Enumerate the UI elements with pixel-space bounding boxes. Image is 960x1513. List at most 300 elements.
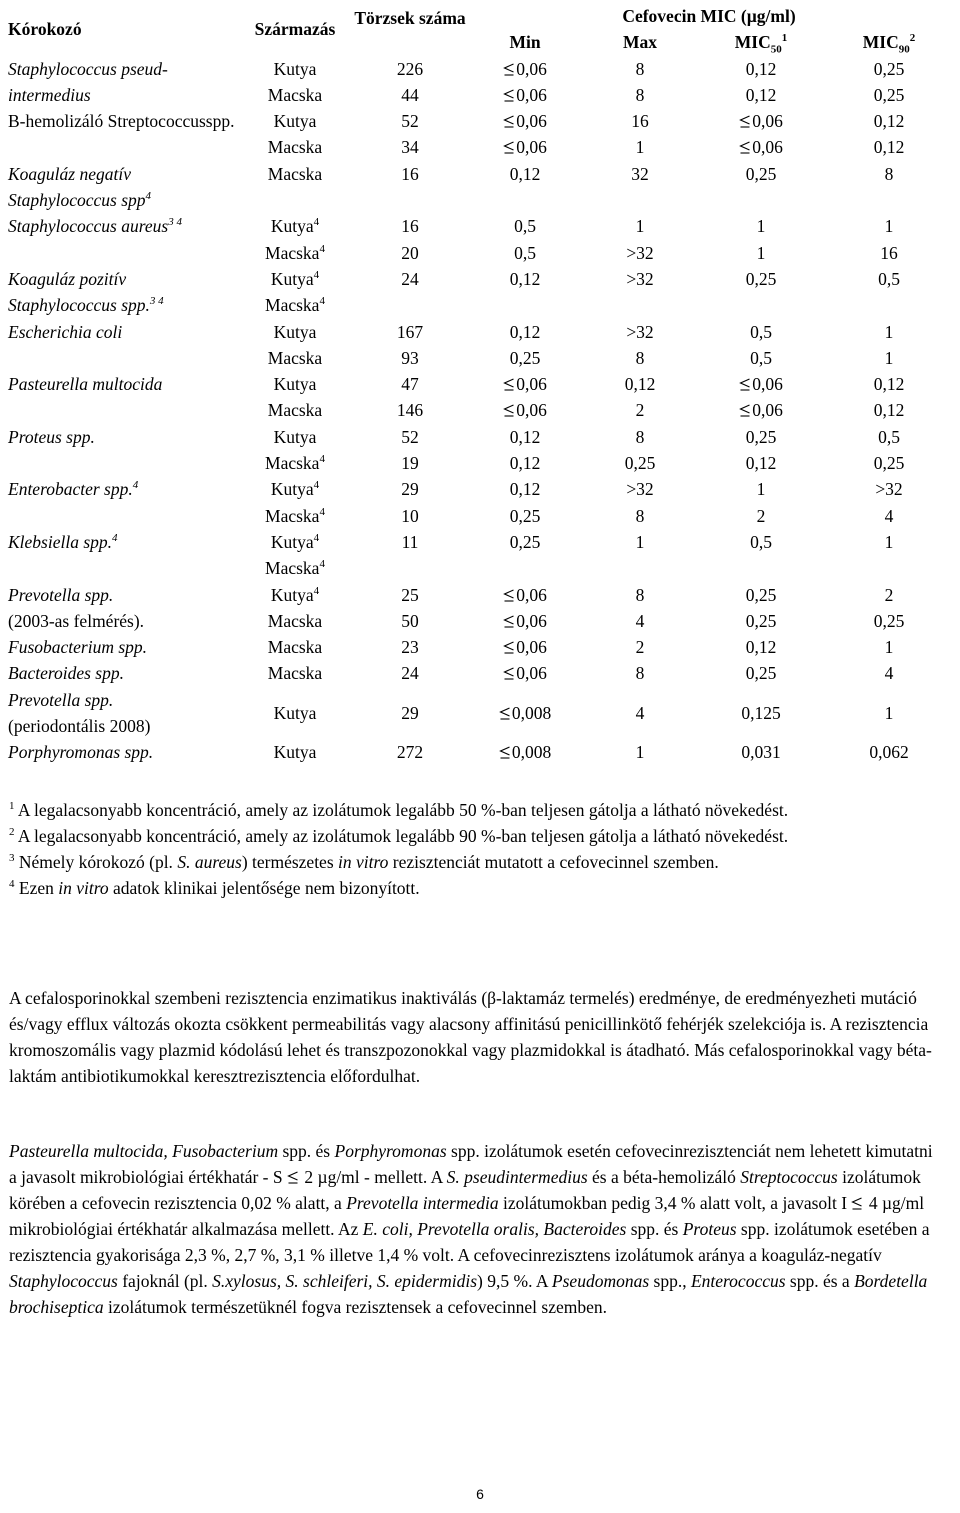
less-equal-symbol xyxy=(739,404,751,418)
p2-italic: Proteus xyxy=(682,1219,737,1239)
table-row xyxy=(8,476,952,502)
min-cell-value: 0,5 xyxy=(514,216,536,237)
max-cell xyxy=(584,529,696,555)
mic50-cell-value: 0,12 xyxy=(745,637,777,658)
mic50-cell xyxy=(696,371,826,397)
table-row xyxy=(8,660,952,686)
footnote-ref: 4 xyxy=(112,532,118,545)
min-cell-value: 0,25 xyxy=(509,505,541,526)
mic90-cell xyxy=(826,108,952,134)
less-equal-symbol xyxy=(739,141,751,155)
min-cell xyxy=(466,134,584,160)
pathogen-name xyxy=(8,371,236,424)
mic90-cell-value: 16 xyxy=(880,242,898,263)
table-row xyxy=(8,371,952,397)
strain-count-cell xyxy=(354,292,466,318)
strain-count-cell-value: 19 xyxy=(401,453,419,474)
strain-count-cell xyxy=(354,660,466,686)
p2-s1-italic: Pasteurella multocida, Fusobacterium xyxy=(9,1141,279,1161)
origin-value: Macska xyxy=(265,505,320,526)
strain-count-cell-value: 24 xyxy=(401,268,419,289)
table-row xyxy=(8,424,952,450)
table-row xyxy=(8,108,952,134)
max-cell xyxy=(584,476,696,502)
strain-count-cell-value: 50 xyxy=(401,610,419,631)
footnote-text: ) természetes xyxy=(241,852,339,872)
less-equal-symbol xyxy=(503,63,515,77)
p2-text: izolátumokban pedig 3,4 % alatt volt, a javasolt I xyxy=(498,1193,852,1213)
mic50-cell-value: 0,125 xyxy=(741,702,781,723)
mic90-cell-value: 1 xyxy=(884,347,894,368)
strain-count-cell xyxy=(354,687,466,740)
min-cell xyxy=(466,345,584,371)
pathogen-label: Klebsiella spp. xyxy=(8,531,113,552)
strain-count-cell-value: 25 xyxy=(401,584,419,605)
mic50-cell xyxy=(696,424,826,450)
less-equal-symbol xyxy=(499,707,511,721)
mic50-cell-value: 0,5 xyxy=(750,321,772,342)
min-cell xyxy=(466,397,584,423)
header-max: Max xyxy=(622,32,658,53)
mic50-cell xyxy=(696,450,826,476)
max-cell xyxy=(584,345,696,371)
mic50-cell-value: 1 xyxy=(756,242,766,263)
min-cell xyxy=(466,634,584,660)
mic90-cell-value: 0,25 xyxy=(873,84,905,105)
mic90-cell xyxy=(826,266,952,292)
mic50-cell xyxy=(696,397,826,423)
max-cell-value: >32 xyxy=(626,321,654,342)
strain-count-cell-value: 34 xyxy=(401,137,419,158)
footnote-ref: 4 xyxy=(319,453,325,466)
mic90-cell-value: 0,5 xyxy=(878,426,900,447)
strain-count-cell xyxy=(354,371,466,397)
max-cell xyxy=(584,319,696,345)
p2-italic: Streptococcus xyxy=(740,1167,838,1187)
pathogen-name xyxy=(8,739,236,765)
strain-count-cell xyxy=(354,397,466,423)
max-cell xyxy=(584,292,696,318)
min-cell-value: 0,06 xyxy=(516,374,547,395)
p2-text: spp. izolátumok esetén cefovecinrezisztenciát nem lehetett kimutatni a javasolt mikrobiológiai értékhatár - S xyxy=(9,1141,933,1187)
max-cell xyxy=(584,660,696,686)
mic90-cell xyxy=(826,608,952,634)
less-equal-symbol xyxy=(739,115,751,129)
mic50-cell xyxy=(696,56,826,82)
mic50-cell-value: 0,06 xyxy=(752,111,783,132)
mic90-cell-value: 0,5 xyxy=(878,268,900,289)
origin-cell xyxy=(236,319,354,345)
pathogen-name xyxy=(8,476,236,529)
p2-text: spp. és xyxy=(626,1219,683,1239)
footnote-ref: 4 xyxy=(313,216,320,229)
strain-count-cell xyxy=(354,424,466,450)
pathogen-name xyxy=(8,161,236,214)
origin-cell xyxy=(236,450,354,476)
min-cell xyxy=(466,82,584,108)
pathogen-name xyxy=(8,582,236,635)
strain-count-cell xyxy=(354,450,466,476)
mic90-cell xyxy=(826,161,952,214)
strain-count-cell-value: 52 xyxy=(401,426,419,447)
origin-cell xyxy=(236,292,354,318)
origin-value: Macska xyxy=(267,663,323,684)
origin-value: Kutya xyxy=(270,479,314,500)
p2-italic: Pseudomonas xyxy=(551,1271,650,1291)
min-cell xyxy=(466,529,584,555)
strain-count-cell xyxy=(354,134,466,160)
max-cell-value: >32 xyxy=(626,242,654,263)
footnote-ref: 4 xyxy=(132,479,139,492)
origin-value: Macska xyxy=(267,637,323,658)
mic50-cell-value: 0,5 xyxy=(750,531,772,552)
mic50-cell-value: 0,25 xyxy=(745,610,777,631)
mic90-cell-value: 4 xyxy=(884,505,894,526)
footnote-ref: 4 xyxy=(319,295,325,308)
min-cell xyxy=(466,660,584,686)
pathogen-label: Staphylococcus aureus xyxy=(8,216,169,237)
table-header-row-1 xyxy=(8,3,952,29)
origin-cell xyxy=(236,82,354,108)
p2-italic: Staphylococcus xyxy=(9,1271,118,1291)
footnote-text: Némely kórokozó (pl. xyxy=(18,852,178,872)
mic50-cell-value: 0,031 xyxy=(741,742,781,763)
origin-cell xyxy=(236,424,354,450)
origin-value: Kutya xyxy=(273,321,317,342)
pathogen-name xyxy=(8,56,236,109)
p2-italic: E. coli, Prevotella oralis, Bacteroides xyxy=(362,1219,627,1239)
min-cell xyxy=(466,371,584,397)
strain-count-cell xyxy=(354,503,466,529)
min-cell xyxy=(466,476,584,502)
mic50-cell xyxy=(696,292,826,318)
mic50-cell-value: 0,25 xyxy=(745,268,777,289)
less-equal-symbol xyxy=(503,89,515,103)
footnote-text: adatok klinikai jelentősége nem bizonyított. xyxy=(108,878,420,898)
origin-cell xyxy=(236,503,354,529)
min-cell-value: 0,06 xyxy=(516,610,547,631)
strain-count-cell xyxy=(354,555,466,581)
origin-value: Macska xyxy=(267,137,323,158)
mic50-cell xyxy=(696,476,826,502)
strain-count-cell xyxy=(354,56,466,82)
strain-count-cell-value: 24 xyxy=(401,663,419,684)
footnote-ref: 4 xyxy=(313,269,320,282)
mic90-cell xyxy=(826,450,952,476)
min-cell-value: 0,06 xyxy=(516,663,547,684)
mic50-cell xyxy=(696,582,826,608)
mic90-cell-value: 1 xyxy=(884,531,894,552)
mic50-cell xyxy=(696,739,826,765)
cefovecin-mic-table xyxy=(8,3,952,766)
origin-value: Macska xyxy=(267,163,323,184)
mic50-cell-value: 0,06 xyxy=(752,374,783,395)
origin-cell xyxy=(236,687,354,740)
footnote-number: 3 xyxy=(9,852,15,865)
origin-cell xyxy=(236,266,354,292)
mic50-cell-value: 1 xyxy=(756,479,766,500)
min-cell-value: 0,12 xyxy=(509,268,541,289)
max-cell xyxy=(584,266,696,292)
min-cell-value: 0,06 xyxy=(516,637,547,658)
header-pathogen: Kórokozó xyxy=(8,19,82,40)
origin-value: Kutya xyxy=(273,111,317,132)
mic50-cell-value: 0,06 xyxy=(752,400,783,421)
mic90-cell xyxy=(826,319,952,345)
strain-count-cell xyxy=(354,345,466,371)
min-cell-value: 0,12 xyxy=(509,479,541,500)
strain-count-cell xyxy=(354,476,466,502)
pathogen-name xyxy=(8,424,236,477)
mic50-cell xyxy=(696,266,826,292)
header-mic90: $MIC_{90}^2$ xyxy=(862,32,916,56)
mic50-cell xyxy=(696,134,826,160)
min-cell-value: 0,06 xyxy=(516,58,547,79)
max-cell-value: 4 xyxy=(635,610,645,631)
max-cell-value: 32 xyxy=(631,163,649,184)
pathogen-label: Bacteroides spp. xyxy=(8,663,124,684)
footnote-text: A legalacsonyabb koncentráció, amely az izolátumok legalább 50 %-ban teljesen gátolja a látható növekedést. xyxy=(17,800,789,820)
footnote-2 xyxy=(9,823,939,849)
less-equal-symbol xyxy=(503,589,515,603)
footnote-ref: 4 xyxy=(313,532,320,545)
mic90-cell-value: 8 xyxy=(884,163,894,184)
min-cell xyxy=(466,555,584,581)
footnote-ref: 4 xyxy=(145,190,152,203)
mic50-cell xyxy=(696,608,826,634)
mic90-cell-value: 1 xyxy=(884,216,894,237)
mic50-cell-value: 0,12 xyxy=(745,84,777,105)
origin-value: Macska xyxy=(265,295,320,316)
pathogen-label: B-hemolizáló Streptococcusspp. xyxy=(8,111,235,132)
max-cell-value: 2 xyxy=(635,400,645,421)
mic90-cell xyxy=(826,555,952,581)
isolates-paragraph xyxy=(9,1138,944,1320)
max-cell-value: 1 xyxy=(635,742,645,763)
table-row xyxy=(8,266,952,292)
origin-value: Macska xyxy=(267,400,323,421)
p2-text: izolátumok természetüknél fogva rezisztensek a cefovecinnel szemben. xyxy=(103,1297,607,1317)
p2-italic: Bordetella brochiseptica xyxy=(9,1271,928,1317)
min-cell xyxy=(466,292,584,318)
p2-text: spp. és a xyxy=(785,1271,855,1291)
mic50-cell xyxy=(696,319,826,345)
mic90-cell-value: 0,12 xyxy=(873,374,905,395)
footnote-text: Ezen xyxy=(18,878,59,898)
mic90-cell xyxy=(826,529,952,555)
footnote-ref: 4 xyxy=(313,479,320,492)
strain-count-cell xyxy=(354,108,466,134)
mic90-cell-value: 1 xyxy=(884,321,894,342)
min-cell-value: 0,12 xyxy=(509,426,541,447)
min-cell-value: 0,008 xyxy=(511,742,552,763)
table-row xyxy=(8,739,952,765)
min-cell xyxy=(466,687,584,740)
strain-count-cell xyxy=(354,739,466,765)
footnote-ref: 4 xyxy=(319,558,325,571)
mic90-cell-value: 1 xyxy=(884,637,894,658)
p2-text: és a béta-hemolizáló xyxy=(587,1167,741,1187)
max-cell xyxy=(584,371,696,397)
pathogen-label: Enterobacter spp. xyxy=(8,479,133,500)
mic90-cell xyxy=(826,213,952,239)
p2-text: 4 µg/ml mikrobiológiai értékhatár alkalmazása mellett. Az xyxy=(9,1193,925,1239)
mic50-cell-value: 0,25 xyxy=(745,584,777,605)
min-cell-value: 0,12 xyxy=(509,163,541,184)
max-cell xyxy=(584,555,696,581)
origin-value: Macska xyxy=(265,453,320,474)
footnote-italic: in vitro xyxy=(58,878,109,898)
table-row xyxy=(8,213,952,239)
pathogen-name xyxy=(8,266,236,319)
max-cell xyxy=(584,424,696,450)
min-cell xyxy=(466,213,584,239)
pathogen-name xyxy=(8,529,236,582)
mic90-cell xyxy=(826,660,952,686)
strain-count-cell xyxy=(354,213,466,239)
p2-italic: S.xylosus, S. schleiferi, S. epidermidis xyxy=(212,1271,478,1291)
max-cell-value: >32 xyxy=(626,268,654,289)
mic90-cell xyxy=(826,424,952,450)
max-cell xyxy=(584,134,696,160)
origin-cell xyxy=(236,582,354,608)
origin-cell xyxy=(236,608,354,634)
footnote-number: 1 xyxy=(9,800,15,813)
page-number: 6 xyxy=(476,1486,484,1502)
less-equal-symbol xyxy=(851,1197,863,1211)
max-cell-value: 0,12 xyxy=(624,374,656,395)
mic90-cell xyxy=(826,397,952,423)
max-cell xyxy=(584,240,696,266)
strain-count-cell-value: 11 xyxy=(401,531,419,552)
mic90-cell-value: 1 xyxy=(884,702,894,723)
mic50-cell xyxy=(696,529,826,555)
strain-count-cell xyxy=(354,634,466,660)
pathogen-label: Proteus spp. xyxy=(8,426,95,447)
min-cell xyxy=(466,582,584,608)
footnote-number: 2 xyxy=(9,826,15,839)
origin-cell xyxy=(236,371,354,397)
min-cell-value: 0,5 xyxy=(514,242,536,263)
max-cell-value: 8 xyxy=(635,426,645,447)
min-cell xyxy=(466,739,584,765)
mic50-cell-value: 0,25 xyxy=(745,663,777,684)
mic50-cell xyxy=(696,213,826,239)
mic90-cell xyxy=(826,371,952,397)
strain-count-cell xyxy=(354,582,466,608)
strain-count-cell-value: 20 xyxy=(401,242,419,263)
mic90-cell-value: >32 xyxy=(875,479,903,500)
min-cell xyxy=(466,240,584,266)
table-row xyxy=(8,529,952,555)
strain-count-cell-value: 16 xyxy=(401,163,419,184)
origin-cell xyxy=(236,240,354,266)
origin-value: Kutya xyxy=(273,58,317,79)
strain-count-cell xyxy=(354,240,466,266)
origin-value: Macska xyxy=(265,558,320,579)
footnote-italic: S. aureus xyxy=(177,852,242,872)
strain-count-cell-value: 272 xyxy=(396,742,424,763)
origin-value: Kutya xyxy=(270,216,314,237)
min-cell xyxy=(466,108,584,134)
mic50-cell xyxy=(696,555,826,581)
strain-count-cell-value: 226 xyxy=(396,58,424,79)
max-cell-value: 8 xyxy=(635,84,645,105)
pathogen-label: Porphyromonas spp. xyxy=(8,742,154,763)
mic50-cell-value: 0,25 xyxy=(745,163,777,184)
less-equal-symbol xyxy=(739,378,751,392)
origin-cell xyxy=(236,161,354,214)
pathogen-name xyxy=(8,660,236,686)
mic90-cell xyxy=(826,292,952,318)
mic90-cell xyxy=(826,82,952,108)
mic90-cell-value: 0,25 xyxy=(873,58,905,79)
max-cell-value: 0,25 xyxy=(624,453,656,474)
less-equal-symbol xyxy=(503,141,515,155)
min-cell xyxy=(466,161,584,214)
mic90-cell-value: 0,062 xyxy=(869,742,909,763)
pathogen-name xyxy=(8,108,236,161)
max-cell xyxy=(584,108,696,134)
origin-value: Kutya xyxy=(270,268,314,289)
less-equal-symbol xyxy=(503,667,515,681)
less-equal-symbol xyxy=(503,641,515,655)
table-row xyxy=(8,56,952,82)
min-cell-value: 0,25 xyxy=(509,347,541,368)
min-cell xyxy=(466,608,584,634)
strain-count-cell-value: 146 xyxy=(396,400,424,421)
origin-value: Macska xyxy=(267,347,323,368)
mic90-cell xyxy=(826,476,952,502)
mic50-cell-value: 1 xyxy=(756,216,766,237)
max-cell-value: 8 xyxy=(635,347,645,368)
min-cell-value: 0,06 xyxy=(516,584,547,605)
table-row xyxy=(8,582,952,608)
max-cell xyxy=(584,634,696,660)
mic90-cell xyxy=(826,240,952,266)
less-equal-symbol xyxy=(499,746,511,760)
p2-text: 2 µg/ml - mellett. A xyxy=(299,1167,447,1187)
footnote-text: A legalacsonyabb koncentráció, amely az izolátumok legalább 90 %-ban teljesen gátolja a látható növekedést. xyxy=(17,826,789,846)
max-cell-value: >32 xyxy=(626,479,654,500)
mic90-cell-value: 0,25 xyxy=(873,453,905,474)
pathogen-label: Prevotella spp. xyxy=(8,584,114,605)
min-cell-value: 0,06 xyxy=(516,400,547,421)
mic50-cell xyxy=(696,161,826,214)
strain-count-cell xyxy=(354,319,466,345)
mic90-cell xyxy=(826,582,952,608)
p2-italic: S. pseudintermedius xyxy=(446,1167,588,1187)
mic90-cell-value: 0,12 xyxy=(873,400,905,421)
p2-italic: Prevotella intermedia xyxy=(346,1193,499,1213)
pathogen-label: Pasteurella multocida xyxy=(8,374,163,395)
header-origin: Származás xyxy=(254,19,336,40)
max-cell-value: 8 xyxy=(635,663,645,684)
origin-value: Kutya xyxy=(273,426,317,447)
max-cell xyxy=(584,56,696,82)
max-cell xyxy=(584,450,696,476)
strain-count-cell xyxy=(354,161,466,214)
origin-cell xyxy=(236,213,354,239)
mic50-cell-value: 0,25 xyxy=(745,426,777,447)
pathogen-label: Koaguláz negatív Staphylococcus spp xyxy=(8,163,146,211)
min-cell xyxy=(466,266,584,292)
max-cell xyxy=(584,582,696,608)
origin-value: Macska xyxy=(267,610,323,631)
footnote-3 xyxy=(9,849,939,875)
origin-cell xyxy=(236,397,354,423)
table-row xyxy=(8,161,952,214)
